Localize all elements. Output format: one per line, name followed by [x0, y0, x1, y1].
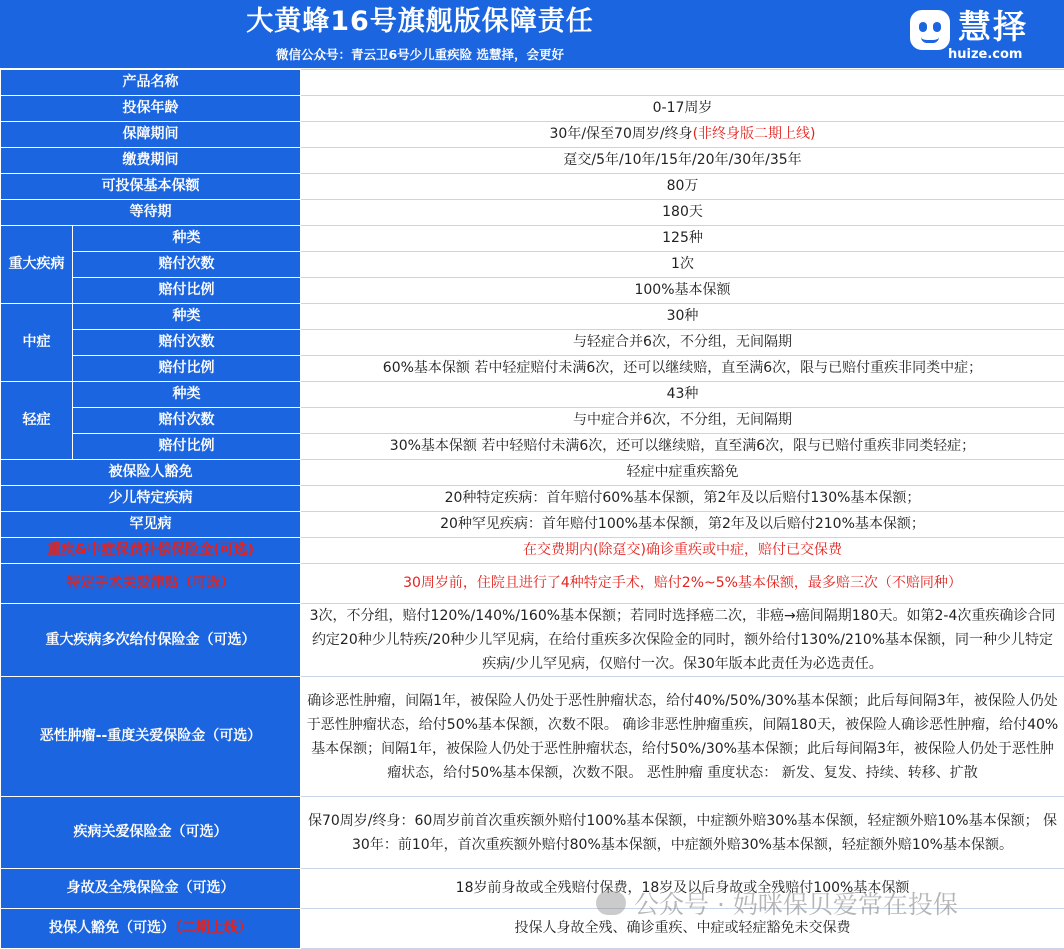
row-value: 30周岁前，住院且进行了4种特定手术，赔付2%~5%基本保额，最多赔三次（不赔同种） [301, 564, 1064, 604]
table-row [1, 869, 1064, 909]
table-row [1, 677, 1064, 797]
row-label: 赔付次数 [73, 408, 301, 434]
row-label: 可投保基本保额 [1, 174, 301, 200]
table-row [1, 909, 1064, 949]
table-row [1, 604, 1064, 677]
table-row [1, 252, 1064, 278]
row-label: 重大疾病多次给付保险金（可选） [1, 604, 301, 677]
table-row [1, 538, 1064, 564]
table-row [1, 122, 1064, 148]
row-value: 30种 [301, 304, 1064, 330]
row-label: 等待期 [1, 200, 301, 226]
row-label: 赔付次数 [73, 330, 301, 356]
group-label-major: 重大疾病 [1, 226, 73, 304]
row-label: 种类 [73, 382, 301, 408]
table-row [1, 486, 1064, 512]
row-label: 重疾&中症保费补偿保险金(可选) [1, 538, 301, 564]
row-value: 1次 [301, 252, 1064, 278]
table-row [1, 96, 1064, 122]
page-subtitle: 微信公众号：青云卫6号少儿重疾险 选慧择，会更好 [0, 46, 840, 64]
header-banner [0, 0, 1064, 68]
row-value: 与轻症合并6次，不分组，无间隔期 [301, 330, 1064, 356]
row-value: 30%基本保额 若中轻赔付未满6次，还可以继续赔，直至满6次，限与已赔付重疾非同类轻症； [301, 434, 1064, 460]
row-label: 赔付次数 [73, 252, 301, 278]
row-label: 罕见病 [1, 512, 301, 538]
row-value: 20种特定疾病：首年赔付60%基本保额，第2年及以后赔付130%基本保额； [301, 486, 1064, 512]
table-row [1, 434, 1064, 460]
row-label: 赔付比例 [73, 356, 301, 382]
table-row [1, 512, 1064, 538]
table-row [1, 564, 1064, 604]
row-value: 在交费期内(除趸交)确诊重疾或中症，赔付已交保费 [301, 538, 1064, 564]
row-value [301, 122, 1064, 148]
row-label: 被保险人豁免 [1, 460, 301, 486]
row-label: 身故及全残保险金（可选） [1, 869, 301, 909]
row-label: 赔付比例 [73, 434, 301, 460]
table-row [1, 148, 1064, 174]
row-label: 种类 [73, 304, 301, 330]
row-value: 3次，不分组，赔付120%/140%/160%基本保额；若同时选择癌二次，非癌→癌间隔期180天。如第2-4次重疾确诊合同约定20种少儿特疾/20种少儿罕见病，在给付重疾多次保险金的同时，额外给付130%/210%基本保额，同一种少儿特定疾病/少儿罕见病，仅赔付一次。保30年版本此责任为必选责任。 [301, 604, 1064, 677]
logo-mascot-icon [910, 10, 950, 50]
row-label [1, 909, 301, 949]
row-value: 投保人身故全残、确诊重疾、中症或轻症豁免未交保费 [301, 909, 1064, 949]
row-label: 产品名称 [1, 70, 301, 96]
row-value: 125种 [301, 226, 1064, 252]
table-row [1, 70, 1064, 96]
table-row [1, 382, 1064, 408]
row-value: 趸交/5年/10年/15年/20年/30年/35年 [301, 148, 1064, 174]
table-row [1, 278, 1064, 304]
row-label: 缴费期间 [1, 148, 301, 174]
coverage-table [0, 69, 1064, 949]
group-label-light: 轻症 [1, 382, 73, 460]
watermark-text: 公众号 · 妈咪保贝爱常在投保 [634, 890, 958, 919]
table-row [1, 356, 1064, 382]
row-label: 特定手术关爱津贴（可选） [1, 564, 301, 604]
row-value: 确诊恶性肿瘤，间隔1年，被保险人仍处于恶性肿瘤状态，给付40%/50%/30%基本保额；此后每间隔3年，被保险人仍处于恶性肿瘤状态，给付50%基本保额，次数不限。 确诊非恶性肿瘤重疾，间隔180天，被保险人确诊恶性肿瘤，给付40%基本保额；间隔1年，被保险人仍处于恶性肿瘤状态，给付50%/30%基本保额；此后每间隔3年，被保险人仍处于恶性肿瘤状态，给付50%基本保额，次数不限。 恶性肿瘤 重度状态： 新发、复发、持续、转移、扩散 [301, 677, 1064, 797]
page-title: 大黄蜂16号旗舰版保障责任 [0, 4, 840, 40]
applicant-waiver-note: （二期上线） [175, 920, 252, 936]
row-value: 保70周岁/终身：60周岁前首次重疾额外赔付100%基本保额，中症额外赔30%基本保额，轻症额外赔10%基本保额； 保30年：前10年，首次重疾额外赔付80%基本保额，中症额外赔30%基本保额，轻症额外赔10%基本保额。 [301, 797, 1064, 869]
row-value: 与中症合并6次，不分组，无间隔期 [301, 408, 1064, 434]
row-label: 疾病关爱保险金（可选） [1, 797, 301, 869]
huize-logo [906, 6, 1056, 64]
row-label: 保障期间 [1, 122, 301, 148]
row-value: 轻症中症重疾豁免 [301, 460, 1064, 486]
logo-url: huize.com [948, 48, 1022, 62]
row-value: 43种 [301, 382, 1064, 408]
table-row [1, 330, 1064, 356]
row-value: 60%基本保额 若中轻症赔付未满6次，还可以继续赔，直至满6次，限与已赔付重疾非同类中症； [301, 356, 1064, 382]
period-note: (非终身版二期上线) [693, 126, 816, 142]
row-label: 赔付比例 [73, 278, 301, 304]
row-value: 18岁前身故或全残赔付保费，18岁及以后身故或全残赔付100%基本保额 [301, 869, 1064, 909]
row-value: 80万 [301, 174, 1064, 200]
row-label: 少儿特定疾病 [1, 486, 301, 512]
row-label: 种类 [73, 226, 301, 252]
row-value: 0-17周岁 [301, 96, 1064, 122]
applicant-waiver-label: 投保人豁免（可选） [49, 920, 175, 936]
table-row [1, 408, 1064, 434]
row-value: 20种罕见疾病：首年赔付100%基本保额，第2年及以后赔付210%基本保额； [301, 512, 1064, 538]
table-row [1, 226, 1064, 252]
row-label: 恶性肿瘤--重度关爱保险金（可选） [1, 677, 301, 797]
table-row [1, 200, 1064, 226]
logo-name: 慧择 [958, 6, 1028, 48]
row-value [301, 70, 1064, 96]
table-row [1, 797, 1064, 869]
table-row [1, 460, 1064, 486]
group-label-medium: 中症 [1, 304, 73, 382]
row-value: 100%基本保额 [301, 278, 1064, 304]
table-row [1, 304, 1064, 330]
period-value: 30年/保至70周岁/终身 [550, 126, 693, 142]
table-row [1, 174, 1064, 200]
row-value: 180天 [301, 200, 1064, 226]
row-label: 投保年龄 [1, 96, 301, 122]
